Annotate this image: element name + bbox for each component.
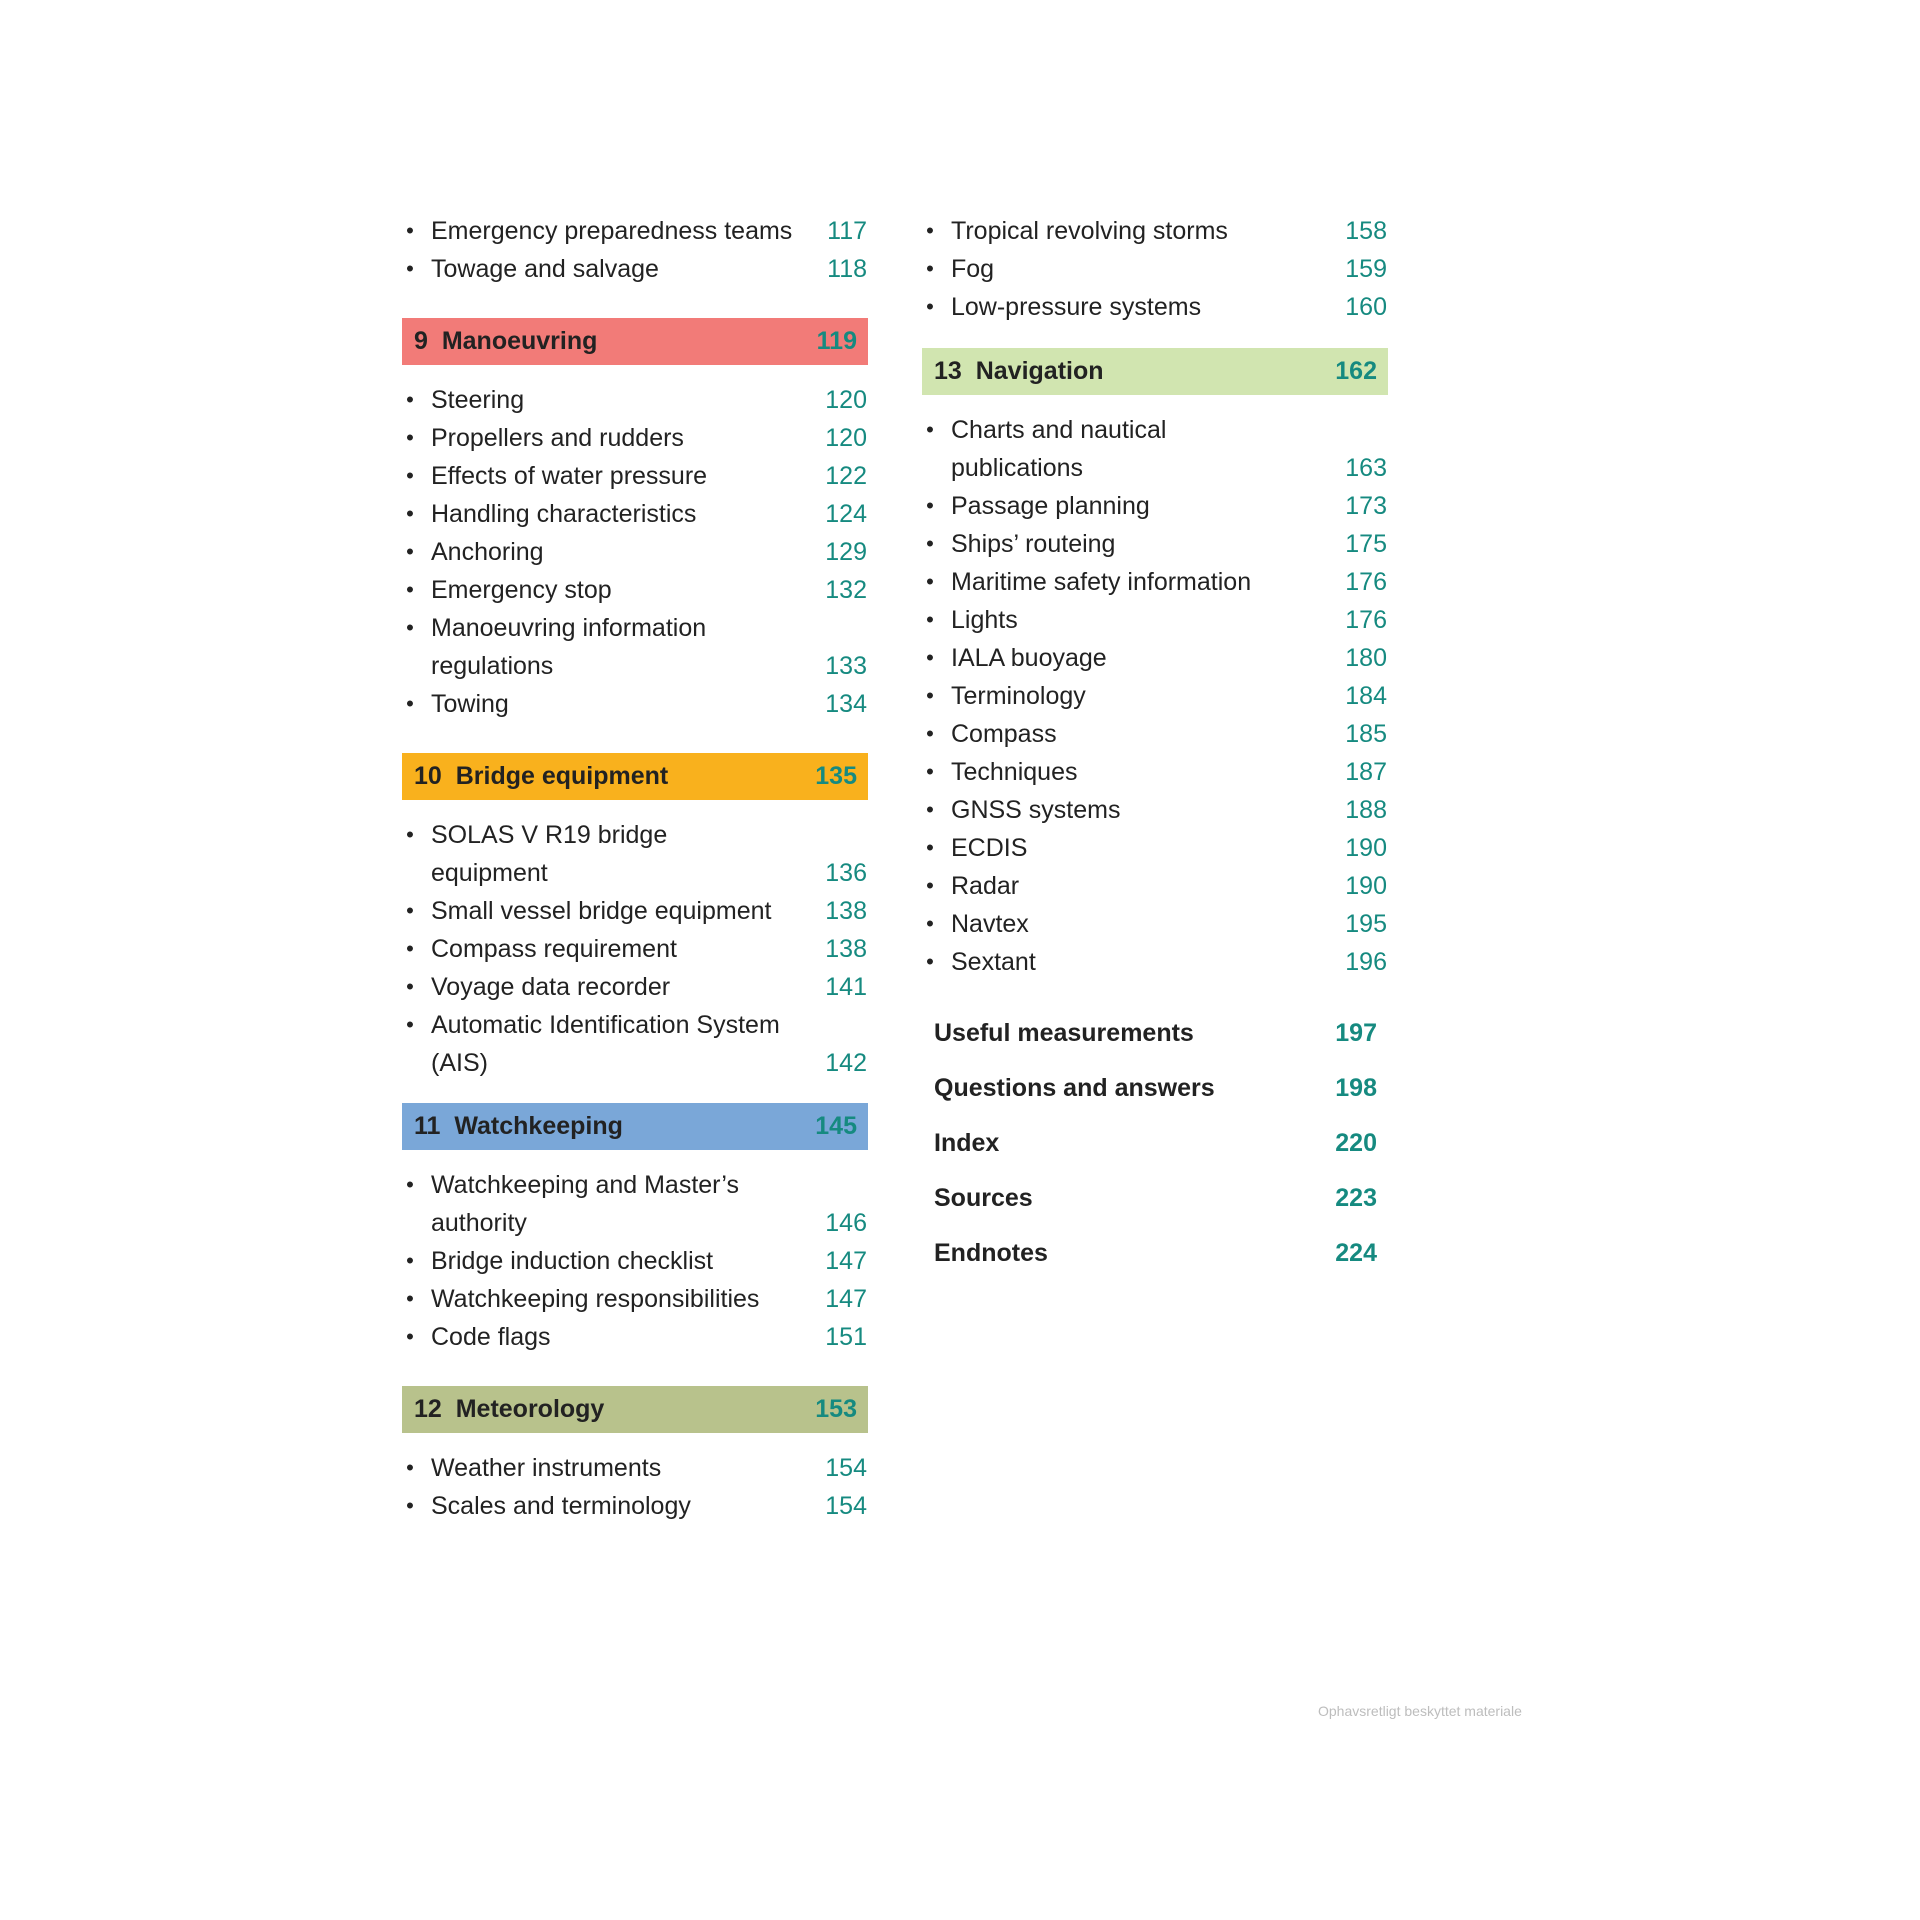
toc-entry-page: 118: [827, 255, 867, 283]
toc-entry-label: Scales and terminology: [431, 1492, 691, 1520]
toc-entry[interactable]: [402, 533, 866, 571]
toc-entry[interactable]: [402, 250, 866, 288]
back-matter-page: 197: [1335, 1019, 1377, 1047]
toc-entry[interactable]: [402, 1318, 866, 1356]
toc-entry-label: Sextant: [951, 948, 1036, 976]
chapter-page: 153: [815, 1395, 857, 1423]
toc-entry[interactable]: [402, 930, 866, 968]
toc-entry[interactable]: [402, 1242, 866, 1280]
toc-entry-label: regulations: [431, 652, 554, 680]
bullet-icon: •: [406, 1286, 414, 1311]
bullet-icon: •: [406, 1248, 414, 1273]
toc-entry-label: Techniques: [951, 758, 1078, 786]
toc-entry[interactable]: [922, 829, 1386, 867]
toc-entry-page: 147: [825, 1247, 867, 1275]
bullet-icon: •: [926, 759, 934, 784]
back-matter-page: 223: [1335, 1184, 1377, 1212]
toc-entry[interactable]: [922, 212, 1386, 250]
bullet-icon: •: [926, 949, 934, 974]
toc-entry-page: 163: [1345, 454, 1387, 482]
toc-entry[interactable]: [402, 495, 866, 533]
toc-entry-page: 142: [825, 1049, 867, 1077]
toc-entry-page: 132: [825, 576, 867, 604]
toc-entry-page: 176: [1345, 606, 1387, 634]
toc-entry[interactable]: [922, 943, 1386, 981]
toc-entry-label: Automatic Identification System: [431, 1011, 780, 1039]
chapter-page: 135: [815, 762, 857, 790]
toc-entry-page: 120: [825, 424, 867, 452]
toc-entry[interactable]: [922, 601, 1386, 639]
toc-entry-page: 195: [1345, 910, 1387, 938]
bullet-icon: •: [406, 974, 414, 999]
bullet-icon: •: [926, 873, 934, 898]
toc-entry-label: IALA buoyage: [951, 644, 1107, 672]
toc-entry-page: 158: [1345, 217, 1387, 245]
bullet-icon: •: [406, 1324, 414, 1349]
toc-entry[interactable]: [402, 419, 866, 457]
chapter-title: 11 Watchkeeping: [414, 1112, 623, 1140]
toc-entry-page: 184: [1345, 682, 1387, 710]
toc-entry-label: Propellers and rudders: [431, 424, 684, 452]
toc-entry[interactable]: [922, 563, 1386, 601]
bullet-icon: •: [406, 898, 414, 923]
toc-entry-label: Maritime safety information: [951, 568, 1252, 596]
toc-entry-label: Emergency preparedness teams: [431, 217, 793, 245]
toc-entry[interactable]: [402, 1166, 866, 1204]
toc-entry-page: 188: [1345, 796, 1387, 824]
toc-entry-page: 185: [1345, 720, 1387, 748]
bullet-icon: •: [406, 577, 414, 602]
toc-entry-label: Charts and nautical: [951, 416, 1167, 444]
back-matter-label: Endnotes: [934, 1239, 1048, 1267]
toc-entry[interactable]: [922, 487, 1386, 525]
toc-entry[interactable]: [922, 905, 1386, 943]
chapter-heading-12[interactable]: [402, 1386, 868, 1433]
bullet-icon: •: [406, 1012, 414, 1037]
chapter-title: 13 Navigation: [934, 357, 1104, 385]
toc-entry-label: Towage and salvage: [431, 255, 659, 283]
toc-entry-continuation[interactable]: [402, 854, 866, 892]
toc-entry-page: 136: [825, 859, 867, 887]
toc-entry-page: 141: [825, 973, 867, 1001]
bullet-icon: •: [406, 463, 414, 488]
toc-entry-label: Passage planning: [951, 492, 1150, 520]
back-matter-label: Index: [934, 1129, 1000, 1157]
bullet-icon: •: [406, 615, 414, 640]
back-matter-sources[interactable]: [922, 1171, 1386, 1226]
bullet-icon: •: [406, 218, 414, 243]
copyright-watermark: Ophavsretligt beskyttet materiale: [1318, 1703, 1522, 1719]
toc-entry[interactable]: [402, 381, 866, 419]
chapter-page: 162: [1335, 357, 1377, 385]
bullet-icon: •: [926, 218, 934, 243]
chapter-title: 9 Manoeuvring: [414, 327, 598, 355]
back-matter-page: 198: [1335, 1074, 1377, 1102]
chapter-heading-13[interactable]: [922, 348, 1388, 395]
toc-entry[interactable]: [402, 1449, 866, 1487]
toc-entry[interactable]: [402, 609, 866, 647]
toc-entry-label: Compass requirement: [431, 935, 677, 963]
toc-entry-label: Emergency stop: [431, 576, 612, 604]
toc-entry[interactable]: [402, 892, 866, 930]
bullet-icon: •: [926, 493, 934, 518]
toc-entry-page: 159: [1345, 255, 1387, 283]
toc-entry-page: 151: [825, 1323, 867, 1351]
bullet-icon: •: [406, 501, 414, 526]
toc-entry-label: Watchkeeping responsibilities: [431, 1285, 760, 1313]
toc-entry-label: Effects of water pressure: [431, 462, 708, 490]
bullet-icon: •: [926, 835, 934, 860]
toc-entry[interactable]: [922, 639, 1386, 677]
toc-entry-page: 124: [825, 500, 867, 528]
bullet-icon: •: [406, 822, 414, 847]
bullet-icon: •: [926, 417, 934, 442]
bullet-icon: •: [926, 569, 934, 594]
toc-entry-label: Lights: [951, 606, 1018, 634]
toc-entry[interactable]: [922, 525, 1386, 563]
toc-entry-page: 138: [825, 897, 867, 925]
toc-entry[interactable]: [922, 411, 1386, 449]
toc-entry-page: 138: [825, 935, 867, 963]
toc-entry-page: 133: [825, 652, 867, 680]
toc-entry-label: Ships’ routeing: [951, 530, 1116, 558]
toc-entry-label: equipment: [431, 859, 548, 887]
bullet-icon: •: [406, 1493, 414, 1518]
bullet-icon: •: [926, 256, 934, 281]
toc-entry-label: ECDIS: [951, 834, 1028, 862]
toc-entry-page: 129: [825, 538, 867, 566]
chapter-heading-11[interactable]: [402, 1103, 868, 1150]
toc-entry-label: Low-pressure systems: [951, 293, 1202, 321]
chapter-page: 119: [816, 327, 857, 355]
bullet-icon: •: [926, 645, 934, 670]
toc-entry[interactable]: [922, 791, 1386, 829]
back-matter-page: 220: [1335, 1129, 1377, 1157]
toc-entry-page: 176: [1345, 568, 1387, 596]
toc-entry-label: Compass: [951, 720, 1057, 748]
back-matter-label: Questions and answers: [934, 1074, 1215, 1102]
toc-entry-page: 120: [825, 386, 867, 414]
bullet-icon: •: [926, 911, 934, 936]
chapter-heading-10[interactable]: [402, 753, 868, 800]
toc-entry-label: (AIS): [431, 1049, 488, 1077]
toc-entry-label: Voyage data recorder: [431, 973, 671, 1001]
toc-entry-page: 146: [825, 1209, 867, 1237]
toc-entry-label: Manoeuvring information: [431, 614, 707, 642]
toc-entry[interactable]: [922, 753, 1386, 791]
back-matter-label: Sources: [934, 1184, 1033, 1212]
bullet-icon: •: [406, 1455, 414, 1480]
toc-entry-label: Towing: [431, 690, 509, 718]
bullet-icon: •: [926, 797, 934, 822]
bullet-icon: •: [926, 721, 934, 746]
toc-entry-page: 134: [825, 690, 867, 718]
toc-entry[interactable]: [922, 867, 1386, 905]
toc-entry[interactable]: [402, 212, 866, 250]
bullet-icon: •: [406, 387, 414, 412]
toc-entry[interactable]: [402, 1487, 866, 1525]
chapter-page: 145: [815, 1112, 857, 1140]
toc-entry[interactable]: [402, 571, 866, 609]
toc-entry-label: Anchoring: [431, 538, 544, 566]
toc-entry-label: Small vessel bridge equipment: [431, 897, 772, 925]
toc-right-column: [922, 212, 1386, 1281]
toc-entry-continuation[interactable]: [402, 1044, 866, 1082]
bullet-icon: •: [406, 425, 414, 450]
toc-entry-label: Handling characteristics: [431, 500, 697, 528]
back-matter-label: Useful measurements: [934, 1019, 1194, 1047]
toc-entry-page: 187: [1345, 758, 1387, 786]
back-matter-useful-measurements[interactable]: [922, 1006, 1386, 1061]
chapter-title: 10 Bridge equipment: [414, 762, 669, 790]
bullet-icon: •: [926, 607, 934, 632]
toc-entry-page: 180: [1345, 644, 1387, 672]
back-matter-index[interactable]: [922, 1116, 1386, 1171]
toc-entry-page: 154: [825, 1454, 867, 1482]
back-matter-page: 224: [1335, 1239, 1377, 1267]
bullet-icon: •: [926, 683, 934, 708]
toc-entry[interactable]: [402, 685, 866, 723]
toc-entry-label: SOLAS V R19 bridge: [431, 821, 668, 849]
toc-entry-continuation[interactable]: [402, 647, 866, 685]
toc-entry-label: Weather instruments: [431, 1454, 662, 1482]
back-matter-endnotes[interactable]: [922, 1226, 1386, 1281]
toc-entry-page: 117: [827, 217, 867, 245]
toc-entry-page: 122: [825, 462, 867, 490]
toc-left-column: [402, 212, 866, 1525]
toc-entry-label: GNSS systems: [951, 796, 1121, 824]
bullet-icon: •: [926, 294, 934, 319]
toc-entry[interactable]: [922, 250, 1386, 288]
toc-entry-label: Code flags: [431, 1323, 551, 1351]
back-matter-questions-answers[interactable]: [922, 1061, 1386, 1116]
toc-entry[interactable]: [922, 288, 1386, 326]
toc-entry-label: Fog: [951, 255, 995, 283]
toc-entry-page: 196: [1345, 948, 1387, 976]
chapter-heading-9[interactable]: [402, 318, 868, 365]
toc-entry-label: Steering: [431, 386, 525, 414]
toc-entry-label: publications: [951, 454, 1084, 482]
toc-entry-page: 190: [1345, 834, 1387, 862]
toc-entry-label: authority: [431, 1209, 527, 1237]
toc-entry[interactable]: [402, 968, 866, 1006]
toc-entry[interactable]: [402, 1006, 866, 1044]
toc-entry-label: Navtex: [951, 910, 1029, 938]
toc-entry-continuation[interactable]: [402, 1204, 866, 1242]
bullet-icon: •: [406, 1172, 414, 1197]
toc-entry-page: 173: [1345, 492, 1387, 520]
bullet-icon: •: [406, 691, 414, 716]
toc-entry[interactable]: [402, 457, 866, 495]
toc-entry-label: Radar: [951, 872, 1020, 900]
bullet-icon: •: [406, 256, 414, 281]
toc-entry-continuation[interactable]: [922, 449, 1386, 487]
toc-entry-label: Bridge induction checklist: [431, 1247, 714, 1275]
toc-entry-label: Terminology: [951, 682, 1086, 710]
toc-entry-label: Watchkeeping and Master’s: [431, 1171, 740, 1199]
toc-entry-label: Tropical revolving storms: [951, 217, 1228, 245]
toc-entry-page: 175: [1345, 530, 1387, 558]
chapter-title: 12 Meteorology: [414, 1395, 605, 1423]
toc-entry-page: 160: [1345, 293, 1387, 321]
toc-entry-page: 147: [825, 1285, 867, 1313]
toc-entry[interactable]: [922, 715, 1386, 753]
toc-entry[interactable]: [402, 816, 866, 854]
bullet-icon: •: [406, 539, 414, 564]
toc-entry[interactable]: [922, 677, 1386, 715]
toc-entry-page: 154: [825, 1492, 867, 1520]
toc-entry-page: 190: [1345, 872, 1387, 900]
bullet-icon: •: [926, 531, 934, 556]
bullet-icon: •: [406, 936, 414, 961]
toc-entry[interactable]: [402, 1280, 866, 1318]
